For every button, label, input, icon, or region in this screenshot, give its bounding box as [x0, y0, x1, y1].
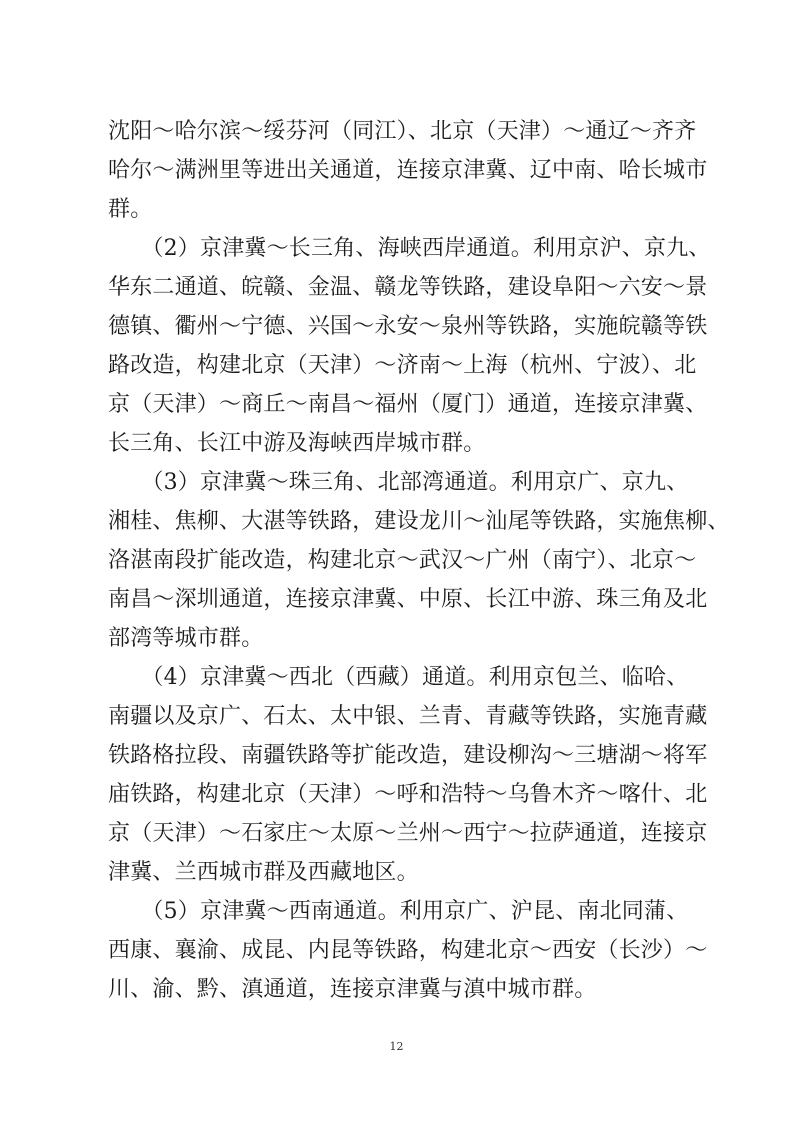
text-line: 庙铁路，构建北京（天津）～呼和浩特～乌鲁木齐～喀什、北: [108, 782, 708, 807]
text-line: 铁路格拉段、南疆铁路等扩能改造，建设柳沟～三塘湖～将军: [108, 743, 708, 768]
text-line: 洛湛南段扩能改造，构建北京～武汉～广州（南宁）、北京～: [108, 548, 697, 573]
text-line: 路改造，构建北京（天津）～济南～上海（杭州、宁波）、北: [108, 353, 697, 378]
text-line: 哈尔～满洲里等进出关通道，连接京津冀、辽中南、哈长城市: [108, 158, 708, 183]
text-line: 西康、襄渝、成昆、内昆等铁路，构建北京～西安（长沙）～: [108, 938, 708, 963]
text-line: 湘桂、焦柳、大湛等铁路，建设龙川～汕尾等铁路，实施焦柳、: [108, 509, 730, 534]
text-line: 沈阳～哈尔滨～绥芬河（同江）、北京（天津）～通辽～齐齐: [108, 119, 697, 144]
body-text: [108, 112, 730, 1009]
text-line: 津冀、兰西城市群及西藏地区。: [108, 860, 419, 885]
text-line: 华东二通道、皖赣、金温、赣龙等铁路，建设阜阳～六安～景: [108, 275, 708, 300]
page-number: 12: [389, 1040, 404, 1053]
text-line: 南疆以及京广、石太、太中银、兰青、青藏等铁路，实施青藏: [108, 704, 708, 729]
text-line: 长三角、长江中游及海峡西岸城市群。: [108, 431, 486, 456]
text-line: （2）京津冀～长三角、海峡西岸通道。利用京沪、京九、: [108, 236, 711, 261]
text-line: 川、渝、黔、滇通道，连接京津冀与滇中城市群。: [108, 977, 597, 1002]
text-line: （3）京津冀～珠三角、北部湾通道。利用京广、京九、: [108, 470, 689, 495]
text-line: 南昌～深圳通道，连接京津冀、中原、长江中游、珠三角及北: [108, 587, 708, 612]
text-line: 部湾等城市群。: [108, 626, 264, 651]
text-line: 德镇、衢州～宁德、兴国～永安～泉州等铁路，实施皖赣等铁: [108, 314, 708, 339]
text-line: （4）京津冀～西北（西藏）通道。利用京包兰、临哈、: [108, 665, 689, 690]
text-line: 群。: [108, 197, 153, 222]
text-line: 京（天津）～石家庄～太原～兰州～西宁～拉萨通道，连接京: [108, 821, 708, 846]
text-line: 京（天津）～商丘～南昌～福州（厦门）通道，连接京津冀、: [108, 392, 708, 417]
text-line: （5）京津冀～西南通道。利用京广、沪昆、南北同蒲、: [108, 899, 689, 924]
